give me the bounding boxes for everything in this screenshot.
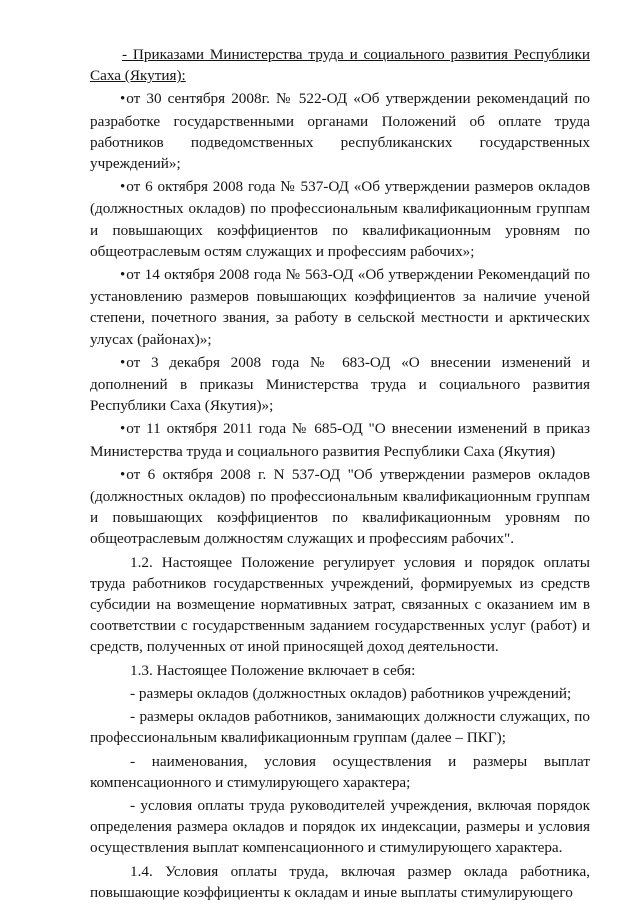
dash-list-item: - размеры окладов работников, занимающих должности служащих, по профессиональным квалификационным группам (далее – ПКГ); bbox=[90, 708, 590, 747]
bullet-item bbox=[90, 176, 590, 262]
bullet-text: от 11 октября 2011 года № 685-ОД "О внесении изменений в приказ Министерства труда и социального развития Республики Саха (Якутия) bbox=[90, 420, 590, 460]
intro-text: - Приказами Министерства труда и социального развития Республики Саха (Якутия): bbox=[90, 46, 590, 85]
bullet-text: от 3 декабря 2008 года № 683-ОД «О внесении изменений и дополнений в приказы Министерства труда и социального развития Республики Саха (Якутия)»; bbox=[90, 353, 590, 415]
bullet-item bbox=[90, 88, 590, 174]
paragraph-1-2: 1.2. Настоящее Положение регулирует условия и порядок оплаты труда работников государственных учреждений, формируемых из средств субсидии на возмещение нормативных затрат, связанных с оказанием им в соответствии с государственным заданием государственных услуг (работ) и средств, полученных от иной приносящей доход деятельности. bbox=[90, 553, 590, 656]
bullet-icon: • bbox=[120, 421, 126, 438]
document-page bbox=[90, 44, 590, 905]
bullet-text: от 6 октября 2008 года № 537-ОД «Об утверждении размеров окладов (должностных окладов) по профессиональным квалификационным группам и повышающих коэффициентов по квалификационным уровням по общеотраслевым остям служащих и профессиям рабочих»; bbox=[90, 178, 590, 260]
bullet-icon: • bbox=[120, 354, 126, 371]
bullet-item bbox=[90, 464, 590, 550]
bullet-item bbox=[90, 418, 590, 461]
bullet-icon: • bbox=[120, 466, 126, 483]
bullet-text: от 14 октября 2008 года № 563-ОД «Об утверждении Рекомендаций по установлению размеров повышающих коэффициентов за наличие ученой степени, почетного звания, за работу в сельской местности и арктических улусах (районах)»; bbox=[90, 266, 590, 348]
dash-list-item: - наименования, условия осуществления и размеры выплат компенсационного и стимулирующего характера; bbox=[90, 752, 590, 791]
dash-list-item: - размеры окладов (должностных окладов) работников учреждений; bbox=[130, 684, 572, 702]
bullet-icon: • bbox=[120, 179, 126, 196]
intro-line bbox=[90, 44, 590, 86]
bullet-text: от 30 сентября 2008г. № 522-ОД «Об утверждении рекомендаций по разработке государственными органами Положений об оплате труда работников подведомственных республиканских государственных учреждений»; bbox=[90, 90, 590, 173]
bullet-icon: • bbox=[120, 267, 126, 284]
dash-list-item: - условия оплаты труда руководителей учреждения, включая порядок определения размера окладов и порядок их индексации, размеры и условия осуществления выплат компенсационного и стимулирующего характера. bbox=[90, 796, 590, 857]
paragraph-1-4: 1.4. Условия оплаты труда, включая размер оклада работника, повышающие коэффициенты к окладам и иные выплаты стимулирующего bbox=[90, 862, 590, 901]
bullet-text: от 6 октября 2008 г. N 537-ОД "Об утверждении размеров окладов (должностных окладов) по профессиональным квалификационным группам и повышающих коэффициентов по квалификационным уровням по общеотраслевым должностям служащих и профессиям рабочих". bbox=[90, 465, 590, 548]
bullet-icon: • bbox=[120, 91, 126, 108]
bullet-item bbox=[90, 264, 590, 350]
bullet-item bbox=[90, 352, 590, 417]
paragraph-1-3: 1.3. Настоящее Положение включает в себя: bbox=[130, 661, 416, 679]
